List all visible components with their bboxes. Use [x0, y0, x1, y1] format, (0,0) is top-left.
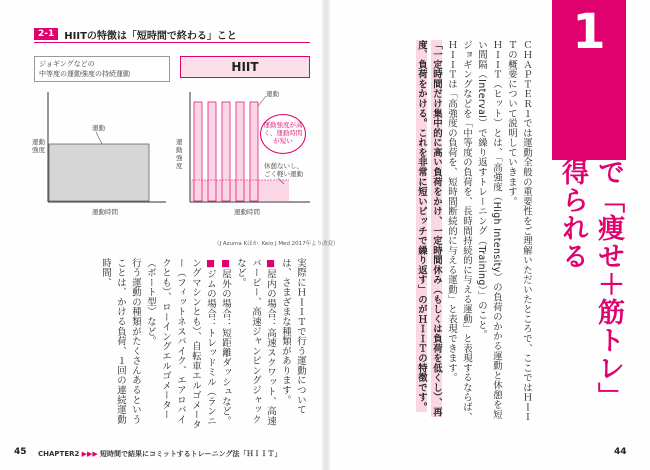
continuous-exercise-chart: [34, 52, 170, 232]
figure-header: [34, 26, 310, 43]
continuous-exercise-callout: 運動: [92, 124, 105, 132]
section-title-line2: 効果が得られる: [557, 74, 588, 270]
left-paragraph-intro: 実際にＨＩＩＴで行う運動については、さまざまな種類があります。: [280, 258, 306, 415]
continuous-exercise-plot: [34, 52, 170, 232]
right-page-body: [338, 40, 534, 428]
left-page-number: 45: [14, 447, 27, 457]
section-title-line1: 短時間で「痩せ＋筋トレ」: [593, 74, 624, 410]
right-paragraph-1: ＣＨＡＰＴＥＲ１では運動全般の重要性をご理解いただいたところで、ここではＨＩＩＴの概要について説明していきます。: [506, 40, 532, 422]
hiit-chart-title: HIIT: [180, 56, 310, 78]
section-number: 1: [572, 4, 606, 60]
continuous-exercise-xlabel: 運動時間: [92, 208, 118, 216]
right-highlight-paragraph: 「一定時間だけ集中的に高い負荷をかけ、一定時間休み（もしくは負荷を低くし）、再度、負荷をかける。これを非常に短いピッチで繰り返す」のがＨＩＩＴの特徴です。: [416, 40, 442, 418]
left-paragraph-end: 行う運動の種類がたくさんあるということは、かける負荷、１回の連続運動時間、: [100, 258, 141, 425]
figure-source: （J Azuma Kほか. Keio J Med 2017年より改変）: [214, 241, 339, 247]
continuous-exercise-ylabel: 運動強度: [32, 138, 45, 154]
footer-chapter-label: CHAPTER2: [38, 450, 80, 458]
footer-arrows: ▶▶▶: [81, 450, 98, 458]
hiit-callout: 運動: [266, 90, 279, 98]
hiit-chart: [178, 52, 314, 232]
hiit-xlabel: 運動時間: [234, 208, 260, 216]
right-paragraph-2: ＨＩＩＴ（ヒット）とは、「高強度（High Intensity）の負荷のかかる運動と休憩を短い間隔（Interval）で繰り返すトレーニング（Training）」のこと。: [476, 40, 502, 420]
left-page-body: [28, 258, 308, 430]
figure-number: 2-1: [34, 28, 58, 40]
hiit-rest-note: 休憩ないし、ごく軽い運動: [264, 162, 303, 178]
hiit-ylabel: 運動強度: [176, 138, 183, 170]
bullet-indoor: ■屋内の場合：高速スクワット、高速バーピー、高速ジャンピングジャックなど。: [235, 258, 276, 427]
figure-title: HIITの特徴は「短時間で終わる」こと: [64, 30, 237, 42]
running-footer: [38, 449, 282, 459]
footer-running-title: 短時間で結果にコミットするトレーニング法「ＨＩＩＴ」: [100, 450, 282, 458]
right-paragraph-3: ジョギングなどを「中等度の負荷を、長時間持続的に与える運動」と表現するならば、ＨＩＩＴは「高強度の負荷を、短時間断続的に与える運動」と表現できます。: [446, 40, 472, 422]
section-title: [554, 74, 626, 434]
hiit-high-intensity-note: 運動強度が高く、運動時間が短い: [260, 114, 306, 154]
bullet-outdoor: ■屋外の場合：短距離ダッシュなど。: [220, 258, 231, 427]
continuous-exercise-legend: ジョギングなどの 中等度の運動強度の持続運動: [34, 56, 170, 82]
bullet-gym: ■ジムの場合：トレッドミル（ランニングマシンとも）、自転車エルゴメーター（フィットネスバイク、エアロバイクとも）、ローイングエルゴメーター（ボート型）など。: [145, 258, 216, 430]
page-gutter: [322, 0, 330, 470]
right-page-number: 44: [614, 447, 627, 457]
